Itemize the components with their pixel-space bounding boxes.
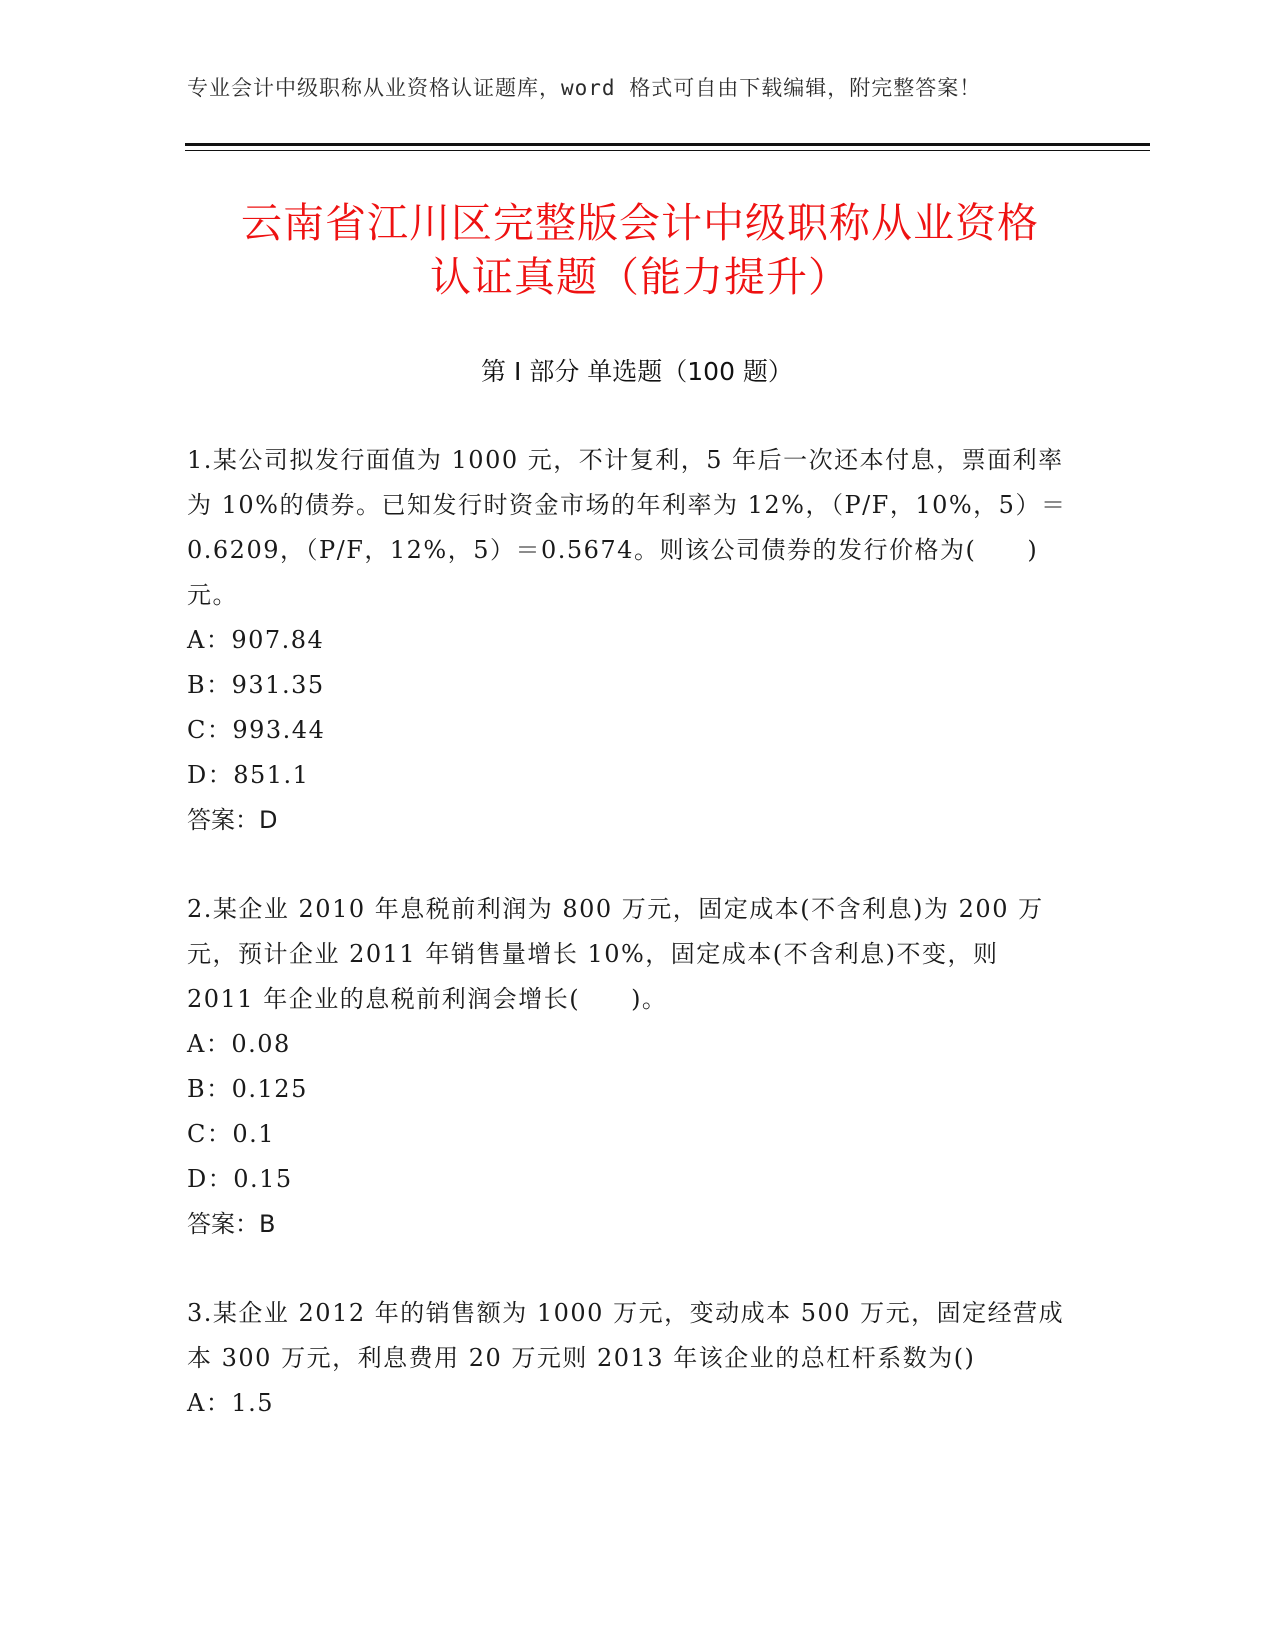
question-2 <box>187 887 1067 1247</box>
option-a: A：1.5 <box>187 1389 274 1417</box>
option-a: A：0.08 <box>187 1030 291 1058</box>
option-a: A：907.84 <box>187 626 325 654</box>
header-rule-thin <box>185 150 1150 151</box>
question-stem: 1.某公司拟发行面值为 1000 元，不计复利，5 年后一次还本付息，票面利率为 10%的债券。已知发行时资金市场的年利率为 12%，（P/F，10%，5）＝0.6209，（P/F，12%，5）＝0.5674。则该公司债券的发行价格为( )元。 <box>187 446 1067 609</box>
question-3 <box>187 1291 1067 1426</box>
option-c: C：993.44 <box>187 716 326 744</box>
option-d: D：851.1 <box>187 761 310 789</box>
answer-line: 答案：D <box>187 806 278 834</box>
option-b: B：0.125 <box>187 1075 308 1103</box>
answer-line: 答案：B <box>187 1210 276 1238</box>
question-stem: 2.某企业 2010 年息税前利润为 800 万元，固定成本(不含利息)为 200 万元，预计企业 2011 年销售量增长 10%，固定成本(不含利息)不变，则 2011 年企业的息税前利润会增长( )。 <box>187 895 1044 1013</box>
question-stem: 3.某企业 2012 年的销售额为 1000 万元，变动成本 500 万元，固定经营成本 300 万元，利息费用 20 万元则 2013 年该企业的总杠杆系数为() <box>187 1299 1065 1372</box>
option-c: C：0.1 <box>187 1120 276 1148</box>
document-title <box>160 196 1120 304</box>
document-title-line-1: 云南省江川区完整版会计中级职称从业资格 <box>241 199 1039 247</box>
header-rule-thick <box>185 143 1150 146</box>
header-note: 专业会计中级职称从业资格认证题库，word 格式可自由下载编辑，附完整答案！ <box>187 76 982 100</box>
question-list <box>187 438 1067 1470</box>
question-1 <box>187 438 1067 843</box>
document-title-line-2: 认证真题（能力提升） <box>430 253 850 301</box>
option-d: D：0.15 <box>187 1165 293 1193</box>
section-title: 第 I 部分 单选题（100 题） <box>481 357 793 386</box>
option-b: B：931.35 <box>187 671 325 699</box>
